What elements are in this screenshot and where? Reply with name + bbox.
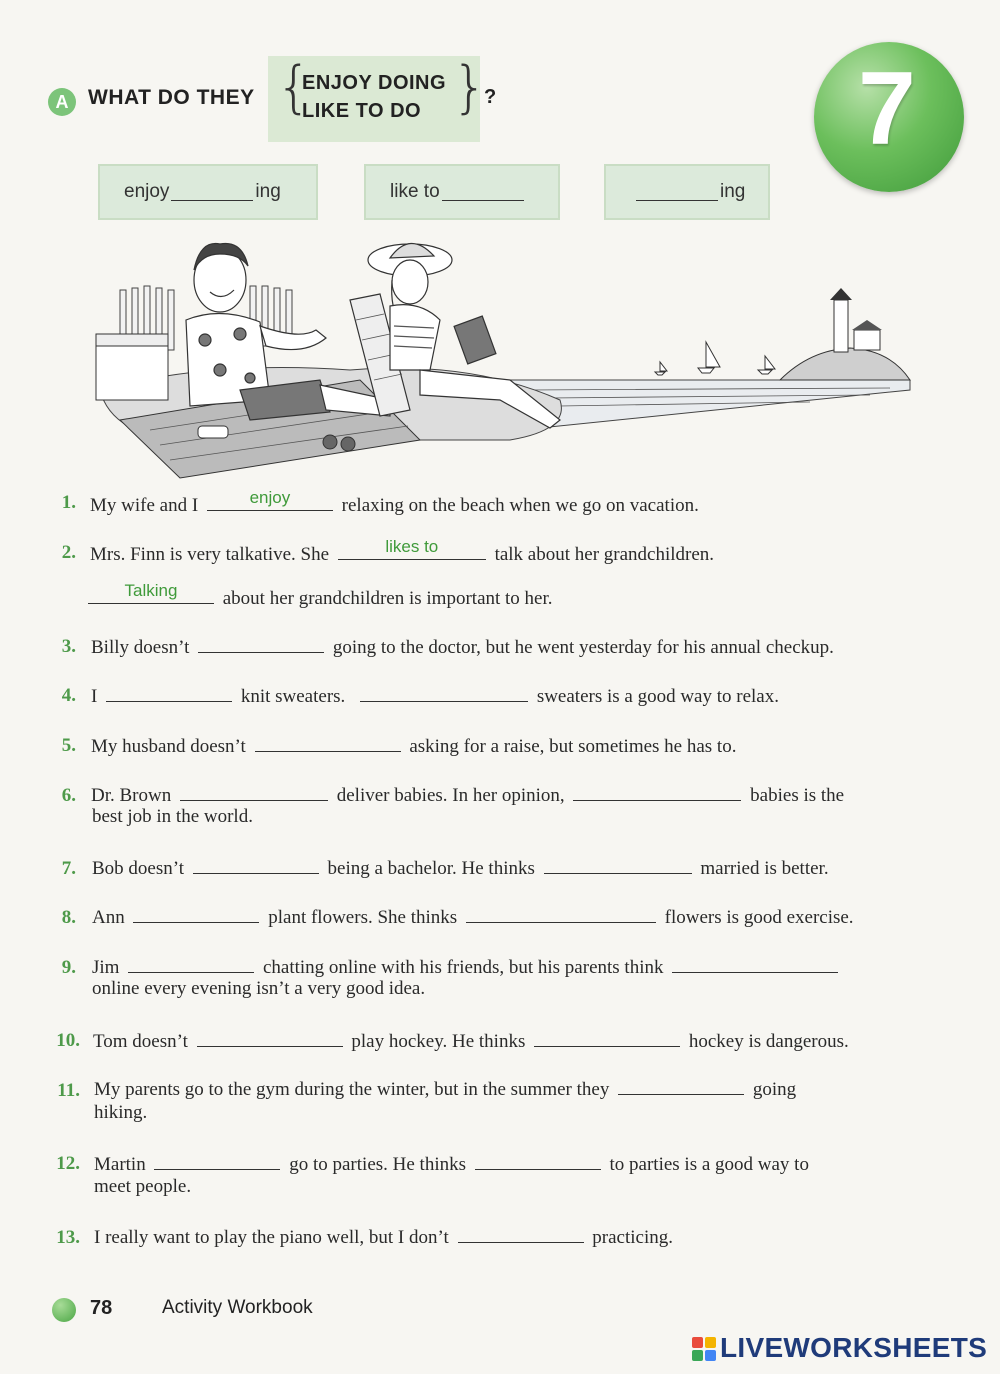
answer-blank[interactable] [544, 855, 692, 874]
exercise-number: 2. [61, 542, 76, 563]
liveworksheets-logo-icon [692, 1337, 716, 1361]
exercise-text: married is better. [700, 858, 829, 879]
answer-blank[interactable] [197, 1028, 343, 1047]
answer-blank[interactable] [154, 1151, 280, 1170]
exercise-text: deliver babies. In her opinion, [336, 785, 565, 806]
answer-text: enjoy [249, 488, 291, 507]
exercise-13 [94, 1224, 673, 1249]
answer-blank[interactable] [618, 1076, 744, 1095]
exercise-number: 13. [56, 1227, 80, 1248]
exercise-6-line-2 [92, 806, 253, 828]
title-option-enjoy-doing: ENJOY DOING [302, 72, 447, 94]
exercise-text: meet people. [94, 1176, 192, 1197]
section-title: WHAT DO THEY [88, 86, 255, 109]
answer-blank[interactable] [128, 954, 254, 973]
pattern-before: like to [390, 181, 440, 202]
answer-blank[interactable] [255, 733, 401, 752]
exercise-number: 10. [56, 1030, 80, 1051]
exercise-text: about her grandchildren is important to her. [222, 588, 553, 609]
exercise-text: knit sweaters. [240, 686, 346, 707]
answer-blank[interactable] [672, 954, 838, 973]
exercise-text: Billy doesn’t [91, 637, 190, 658]
exercise-number: 6. [61, 785, 76, 806]
sunglasses-icon [323, 435, 337, 449]
answer-blank[interactable] [466, 904, 656, 923]
exercise-11-line-2 [94, 1102, 147, 1124]
answer-blank[interactable] [207, 488, 333, 511]
page-dot-icon [52, 1298, 76, 1322]
pattern-before: enjoy [124, 181, 170, 202]
exercise-text: My husband doesn’t [91, 736, 246, 757]
exercise-text: best job in the world. [92, 806, 253, 827]
pattern-after: ing [720, 181, 746, 202]
exercise-text: Bob doesn’t [92, 858, 185, 879]
exercise-number: 7. [61, 858, 76, 879]
exercise-text: flowers is good exercise. [664, 907, 854, 928]
exercise-text: Dr. Brown [91, 785, 172, 806]
exercise-text: Ann [92, 907, 125, 928]
answer-blank[interactable] [133, 904, 259, 923]
pattern-box-enjoy-ing [98, 164, 318, 220]
pattern-blank [636, 184, 718, 201]
right-brace-icon: } [452, 55, 488, 120]
exercise-text: going [752, 1079, 797, 1100]
exercise-number: 4. [61, 685, 76, 706]
exercise-text: My wife and I [90, 495, 199, 516]
answer-text: likes to [385, 537, 439, 556]
exercise-text: going to the doctor, but he went yesterday for his annual checkup. [332, 637, 834, 658]
sailboat-icon [655, 342, 775, 375]
exercise-number: 1. [61, 492, 76, 513]
exercise-text: online every evening isn’t a very good idea. [92, 978, 426, 999]
exercise-12 [94, 1151, 809, 1176]
answer-blank[interactable] [458, 1224, 584, 1243]
exercise-8 [92, 904, 854, 929]
exercise-12-line-2 [94, 1176, 191, 1198]
exercise-text: sweaters is a good way to relax. [536, 686, 779, 707]
exercise-number: 12. [56, 1153, 80, 1174]
exercise-4 [91, 683, 779, 708]
exercise-number: 9. [61, 957, 76, 978]
exercise-text: hiking. [94, 1102, 148, 1123]
exercise-text: relaxing on the beach when we go on vacation. [341, 495, 699, 516]
exercise-number: 5. [61, 735, 76, 756]
exercise-text: asking for a raise, but sometimes he has to. [409, 736, 737, 757]
exercise-7 [92, 855, 829, 880]
exercise-text: Martin [94, 1154, 146, 1175]
answer-blank[interactable] [360, 683, 528, 702]
exercise-11 [94, 1076, 796, 1101]
liveworksheets-watermark: LIVEWORKSHEETS [720, 1332, 988, 1363]
title-option-like-to-do: LIKE TO DO [302, 100, 422, 122]
exercise-6 [91, 782, 844, 807]
answer-blank[interactable] [534, 1028, 680, 1047]
chapter-number: 7 [858, 51, 916, 167]
exercise-10 [93, 1028, 849, 1053]
exercise-number: 11. [57, 1080, 80, 1101]
exercise-2 [90, 537, 715, 566]
lotion-bottle-icon [198, 426, 228, 438]
pattern-after: ing [255, 181, 281, 202]
exercise-text: play hockey. He thinks [351, 1031, 526, 1052]
exercise-text: hockey is dangerous. [688, 1031, 849, 1052]
answer-blank[interactable] [475, 1151, 601, 1170]
answer-blank[interactable] [198, 634, 324, 653]
exercise-text: babies is the [750, 785, 845, 806]
exercise-3 [91, 634, 834, 659]
page-number: 78 [90, 1297, 113, 1319]
exercise-9-line-2 [92, 978, 425, 1000]
pattern-blank [442, 184, 524, 201]
exercise-text: Mrs. Finn is very talkative. She [90, 544, 330, 565]
exercise-text: go to parties. He thinks [289, 1154, 466, 1175]
answer-blank[interactable] [338, 537, 486, 560]
cooler-icon [96, 342, 168, 400]
answer-blank[interactable] [573, 782, 741, 801]
exercise-5 [91, 733, 736, 758]
answer-blank[interactable] [106, 683, 232, 702]
exercise-text: I [91, 686, 98, 707]
section-badge: A [48, 88, 76, 116]
exercise-text: plant flowers. She thinks [268, 907, 458, 928]
book-icon [454, 316, 496, 364]
pattern-box-ing [604, 164, 770, 220]
answer-blank[interactable] [88, 581, 214, 604]
title-question-mark: ? [484, 86, 497, 108]
exercise-text: chatting online with his friends, but his parents think [262, 957, 664, 978]
exercise-text: to parties is a good way to [609, 1154, 809, 1175]
answer-blank[interactable] [180, 782, 328, 801]
exercise-text: I really want to play the piano well, but I don’t [94, 1227, 449, 1248]
exercise-number: 8. [61, 907, 76, 928]
exercise-text: My parents go to the gym during the winter, but in the summer they [94, 1079, 610, 1100]
exercise-1 [90, 488, 699, 517]
exercise-9 [92, 954, 842, 979]
book-title: Activity Workbook [162, 1297, 313, 1318]
exercise-text: Tom doesn’t [93, 1031, 188, 1052]
beach-illustration [90, 230, 920, 480]
exercise-text: talk about her grandchildren. [494, 544, 715, 565]
answer-blank[interactable] [193, 855, 319, 874]
exercise-number: 3. [61, 636, 76, 657]
pattern-blank [171, 184, 253, 201]
exercise-2-line-2 [88, 581, 553, 610]
exercise-text: being a bachelor. He thinks [327, 858, 535, 879]
left-brace-icon: { [276, 55, 312, 120]
exercise-text: Jim [92, 957, 120, 978]
answer-text: Talking [124, 581, 178, 600]
lighthouse-icon [834, 300, 848, 352]
pattern-box-like-to [364, 164, 560, 220]
exercise-text: practicing. [592, 1227, 673, 1248]
